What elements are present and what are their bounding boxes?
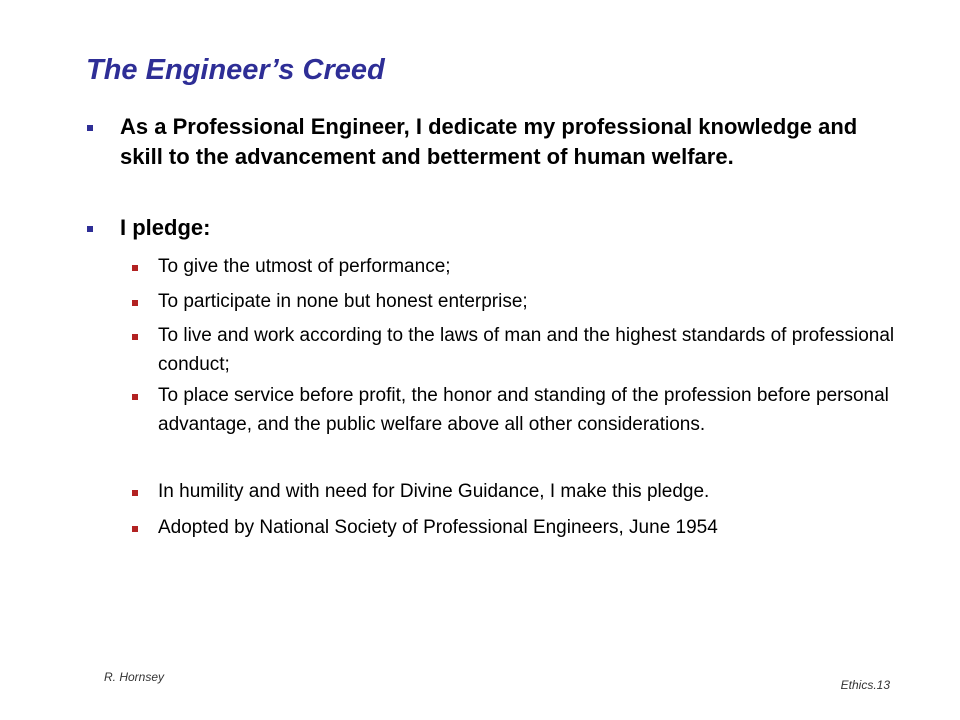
bullet-square-icon: [87, 226, 93, 232]
bullet-text: To participate in none but honest enterprise;: [158, 291, 528, 312]
bullet-dedication: [120, 112, 880, 171]
footer-page-number: Ethics.13: [840, 678, 890, 692]
bullet-pledge: [120, 213, 880, 243]
footer-author: R. Hornsey: [104, 670, 165, 684]
bullet-square-icon: [132, 300, 138, 306]
bullet-text: To give the utmost of performance;: [158, 256, 451, 277]
slide-title: The Engineer’s Creed: [86, 54, 385, 86]
bullet-square-icon: [132, 394, 138, 400]
sub-bullet-adopted: [158, 514, 928, 543]
bullet-text: To place service before profit, the honor and standing of the profession before personal advantage, and the public welfare above all other considerations.: [158, 385, 889, 435]
bullet-square-icon: [87, 125, 93, 131]
bullet-text: I pledge:: [120, 215, 211, 240]
sub-bullet-performance: [158, 253, 928, 282]
bullet-square-icon: [132, 265, 138, 271]
sub-bullet-honest-enterprise: [158, 288, 928, 317]
bullet-text: In humility and with need for Divine Guidance, I make this pledge.: [158, 481, 710, 502]
sub-bullet-laws: [158, 322, 928, 379]
bullet-square-icon: [132, 334, 138, 340]
bullet-square-icon: [132, 490, 138, 496]
bullet-text: Adopted by National Society of Professional Engineers, June 1954: [158, 517, 718, 538]
bullet-square-icon: [132, 526, 138, 532]
bullet-text: As a Professional Engineer, I dedicate my professional knowledge and skill to the advancement and betterment of human welfare.: [120, 114, 858, 169]
sub-bullet-service: [158, 382, 928, 439]
sub-bullet-humility: [158, 478, 928, 507]
bullet-text: To live and work according to the laws of man and the highest standards of professional conduct;: [158, 325, 895, 375]
